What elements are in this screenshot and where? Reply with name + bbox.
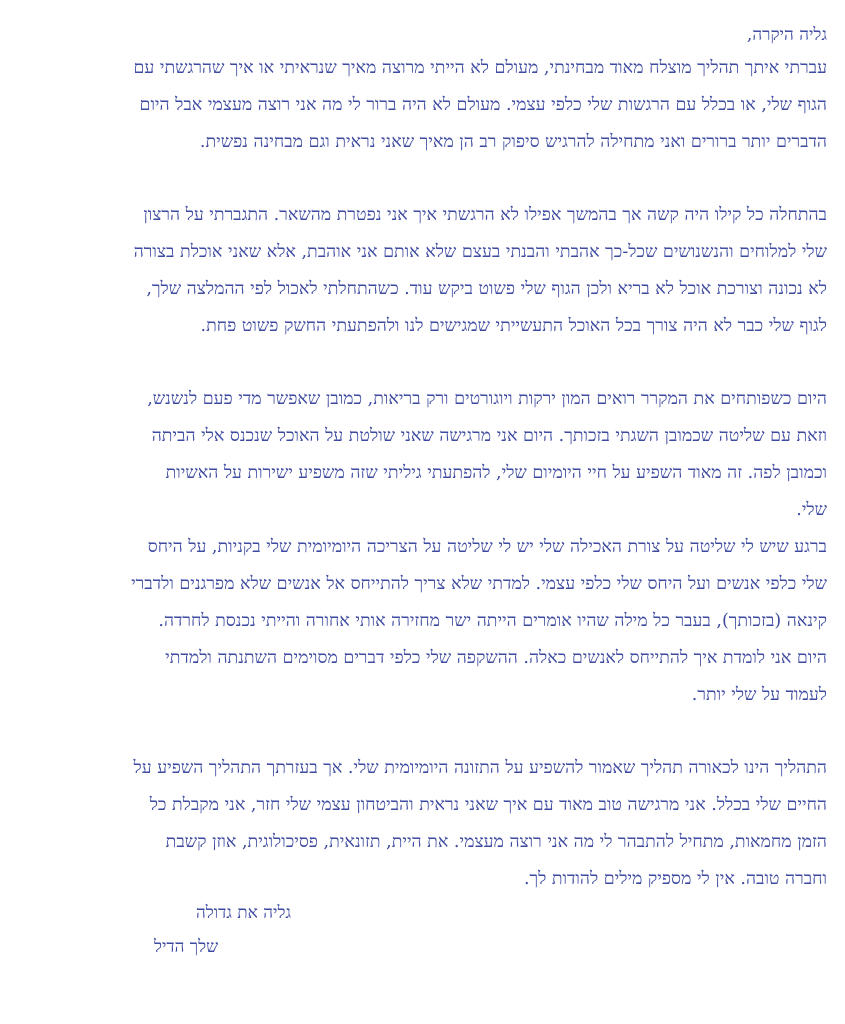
text-line: הדברים יותר ברורים ואני מתחילה להרגיש סיפוק רב הן מאיך שאני נראית וגם מבחינה נפשית.	[199, 132, 827, 152]
text-line: קינאה (בזכותך), בעבר כל מילה שהיו אומרים הייתה ישר מחזירה אותי אחורה והייתי נכנסת לחרדה.	[158, 611, 827, 631]
text-line: הזמן מחמאות, מתחיל להתבהר לי מה אני רוצה מעצמי. את היית, תזונאית, פסיכולוגית, אוזן קשבת	[165, 832, 827, 852]
text-line: היום כשפותחים את המקרר רואים המון ירקות ויוגורטים ורק בריאות, כמובן שאפשר מדי פעם לנשנש,	[147, 389, 827, 409]
text-line: עברתי איתך תהליך מוצלח מאוד מבחינתי, מעולם לא הייתי מרוצה מאיך שנראיתי או איך שהרגשתי עם	[133, 58, 827, 78]
text-line: וכמובן לפה. זה מאוד השפיע על חיי היומיום שלי, להפתעתי גיליתי שזה משפיע ישירות על האשיות	[165, 463, 827, 483]
text-line: שלי למלוחים והנשנושים שכל-כך אהבתי והבנתי בעצם שלא אותם אני אוהבת, אלא שאני אוכלת בצורה	[133, 242, 827, 262]
text-line: התהליך הינו לכאורה תהליך שאמור להשפיע על התזונה היומיומית שלי. אך בעזרתך התהליך השפיע על	[133, 758, 827, 778]
text-line: ברגע שיש לי שליטה על צורת האכילה שלי יש לי שליטה על הצריכה היומיומית שלי בקניות, על היחס	[147, 537, 827, 557]
paragraph-2	[48, 197, 827, 345]
paragraph-5	[48, 750, 827, 898]
text-line: לא נכונה וצורכת אוכל לא בריא ולכן הגוף שלי פשוט ביקש עוד. כשהתחלתי לאכול לפי ההמלצה שלך,	[146, 279, 827, 299]
text-line: שלי.	[796, 500, 827, 520]
text-line: לעמוד על שלי יותר.	[691, 685, 827, 705]
paragraph-3	[48, 381, 827, 529]
text-line: וחברה טובה. אין לי מספיק מילים להודות לך.	[523, 869, 827, 889]
text-line: בהתחלה כל קילו היה קשה אך בהמשך אפילו לא הרגשתי איך אני נפטרת מהשאר. התגברתי על הרצון	[143, 205, 827, 225]
text-line: לגוף שלי כבר לא היה צורך בכל האוכל התעשייתי שמגישים לנו ולהפתעתי החשק פשוט פחת.	[200, 316, 827, 336]
text-line: החיים שלי בכלל. אני מרגישה טוב מאוד עם איך שאני נראית והביטחון עצמי שלי חזר, אני מקבלת כל	[149, 795, 827, 815]
text-line: הגוף שלי, או בכלל עם הרגשות שלי כלפי עצמי. מעולם לא היה ברור לי מה אני רוצה מעצמי אבל היום	[139, 95, 827, 115]
text-line: היום אני לומדת איך להתייחס לאנשים כאלה. ההשקפה שלי כלפי דברים מסוימים השתנתה ולמדתי	[165, 648, 827, 668]
text-line: שלי כלפי אנשים ועל היחס שלי כלפי עצמי. למדתי שלא צריך להתייחס אל אנשים שלא מפרגנים ולדברי	[131, 574, 827, 594]
text-line: וזאת עם שליטה שכמובן השגתי בזכותך. היום אני מרגישה שאני שולטת על האוכל שנכנס אלי הביתה	[151, 426, 827, 446]
signature: שלך הדיל	[154, 937, 219, 957]
salutation: גליה היקרה,	[746, 25, 827, 45]
paragraph-1	[48, 50, 827, 161]
paragraph-4	[48, 529, 827, 714]
closing-line: גליה את גדולה	[196, 903, 292, 923]
